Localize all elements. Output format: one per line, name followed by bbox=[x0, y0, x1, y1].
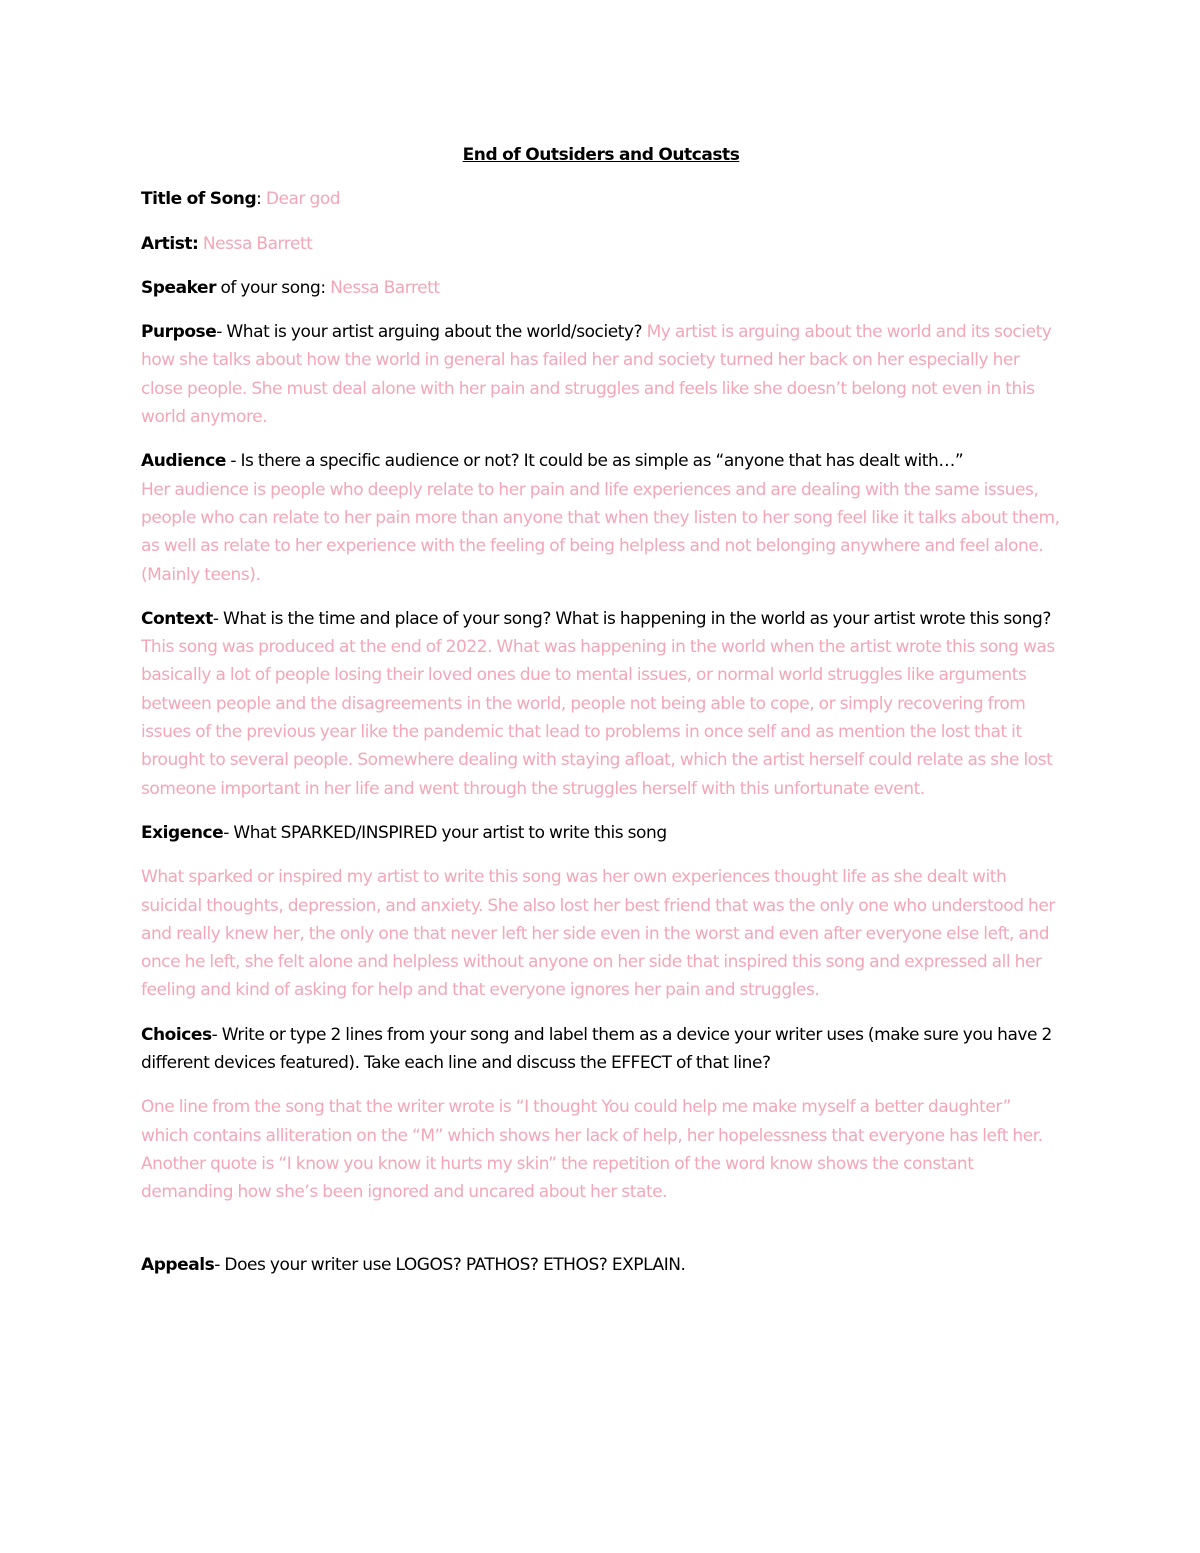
exigence-label: Exigence bbox=[141, 822, 224, 843]
speaker-prompt: of your song: bbox=[216, 277, 331, 298]
artist-line bbox=[141, 230, 1061, 258]
choices-prompt-line bbox=[141, 1021, 1061, 1078]
speaker-line bbox=[141, 274, 1061, 302]
exigence-prompt: - What SPARKED/INSPIRED your artist to write this song bbox=[223, 822, 667, 843]
purpose-answer: My artist is arguing about the world and its society how she talks about how the world in general has failed her and society turned her back on her especially her close people. She must deal alone with her pain and struggles and feels like she doesn’t belong not even in this world anymore. bbox=[141, 322, 1052, 428]
appeals-label: Appeals bbox=[141, 1254, 215, 1275]
purpose-prompt: - What is your artist arguing about the world/society? bbox=[216, 322, 647, 343]
song-title-label: Title of Song bbox=[141, 189, 257, 210]
context-label: Context bbox=[141, 608, 213, 629]
choices-prompt: - Write or type 2 lines from your song and label them as a device your writer uses (make sure you have 2 different devices featured). Take each line and discuss the EFFECT of that line? bbox=[141, 1024, 1052, 1074]
artist-label: Artist: bbox=[141, 233, 199, 254]
choices-label: Choices bbox=[141, 1024, 212, 1045]
speaker-label: Speaker bbox=[141, 277, 217, 298]
audience-section bbox=[141, 447, 1061, 588]
song-title-separator: : bbox=[256, 189, 266, 210]
audience-answer: Her audience is people who deeply relate to her pain and life experiences and are dealing with the same issues, people who can relate to her pain more than anyone that when they listen to her song feel like it talks about them, as well as relate to her experience with the feeling of being helpless and not belonging anywhere and feel alone. (Mainly teens). bbox=[141, 479, 1060, 585]
song-title-line bbox=[141, 185, 1061, 213]
speaker-value: Nessa Barrett bbox=[330, 277, 440, 298]
context-answer: This song was produced at the end of 2022. What was happening in the world when the artist wrote this song was basically a lot of people losing their loved ones due to mental issues, or normal world struggles like arguments between people and the disagreements in the world, people not being able to cope, or simply recovering from issues of the previous year like the pandemic that lead to problems in once self and as mention the lost that it brought to several people. Somewhere dealing with staying afloat, which the artist herself could relate as she lost someone important in her life and went through the struggles herself with this unfortunate event. bbox=[141, 637, 1055, 799]
artist-value: Nessa Barrett bbox=[202, 233, 313, 254]
context-section bbox=[141, 605, 1061, 803]
audience-label: Audience bbox=[141, 451, 226, 472]
purpose-section bbox=[141, 318, 1061, 431]
context-prompt: - What is the time and place of your song? What is happening in the world as your artist wrote this song? bbox=[212, 608, 1051, 629]
appeals-prompt: - Does your writer use LOGOS? PATHOS? ETHOS? EXPLAIN. bbox=[214, 1254, 686, 1275]
purpose-label: Purpose bbox=[141, 322, 217, 343]
choices-answer: One line from the song that the writer wrote is “I thought You could help me make myself a better daughter” which contains alliteration on the “M” which shows her lack of help, her hopelessness that everyone has left her. Another quote is “I know you know it hurts my skin” the repetition of the word know shows the constant demanding how she’s been ignored and uncared about her state. bbox=[141, 1097, 1043, 1203]
blank-line bbox=[141, 1223, 1061, 1251]
document-title: End of Outsiders and Outcasts bbox=[462, 145, 740, 165]
audience-prompt: - Is there a specific audience or not? It could be as simple as “anyone that has dealt with…” bbox=[225, 451, 964, 472]
document-page bbox=[141, 141, 1061, 1295]
appeals-line bbox=[141, 1251, 1061, 1279]
song-title-value: Dear god bbox=[265, 189, 341, 210]
exigence-prompt-line bbox=[141, 819, 1061, 847]
exigence-answer: What sparked or inspired my artist to write this song was her own experiences thought life as she dealt with suicidal thoughts, depression, and anxiety. She also lost her best friend that was the only one who understood her and really knew her, the only one that never left her side even in the worst and even after everyone else left, and once he left, she felt alone and helpless without anyone on her side that inspired this song and expressed all her feeling and kind of asking for help and that everyone ignores her pain and struggles. bbox=[141, 867, 1055, 1001]
